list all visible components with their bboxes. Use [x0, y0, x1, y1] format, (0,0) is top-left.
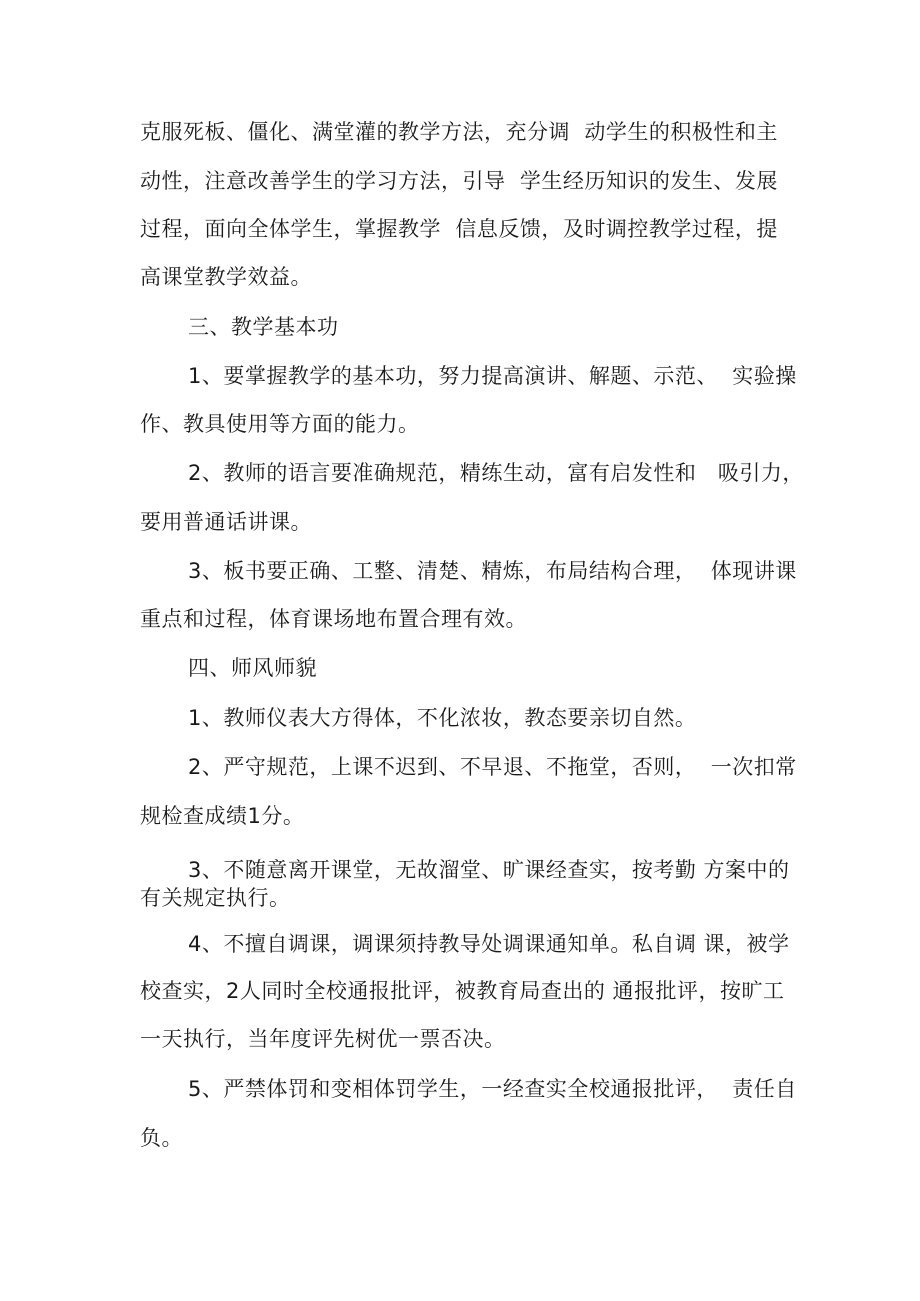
- paragraph-line: 有关规定执行。: [140, 886, 291, 910]
- paragraph-line: 高课堂教学效益。: [140, 265, 312, 289]
- paragraph-line: 1、教师仪表大方得体，不化浓妆，教态要亲切自然。: [188, 706, 697, 730]
- paragraph-line: 3、不随意离开课堂，无故溜堂、旷课经查实，按考勤 方案中的: [188, 858, 790, 882]
- section-heading-teaching-skills: 三、教学基本功: [188, 315, 339, 339]
- paragraph-line: 负。: [140, 1126, 183, 1150]
- paragraph-line: 4、不擅自调课，调课须持教导处调课通知单。私自调 课，被学: [188, 932, 790, 956]
- paragraph-line: 规检查成绩1分。: [140, 804, 305, 828]
- section-heading-teacher-conduct: 四、师风师貌: [188, 656, 317, 680]
- paragraph-line: 重点和过程，体育课场地布置合理有效。: [140, 607, 527, 631]
- paragraph-line: 过程，面向全体学生，掌握教学 信息反馈，及时调控教学过程，提: [140, 217, 778, 241]
- paragraph-line: 校查实，2人同时全校通报批评，被教育局查出的 通报批评，按旷工: [140, 979, 785, 1003]
- paragraph-line: 3、板书要正确、工整、清楚、精炼，布局结构合理， 体现讲课: [188, 559, 797, 583]
- paragraph-line: 1、要掌握教学的基本功，努力提高演讲、解题、示范、 实验操: [188, 364, 797, 388]
- paragraph-line: 要用普通话讲课。: [140, 510, 312, 534]
- paragraph-line: 一天执行，当年度评先树优一票否决。: [140, 1027, 506, 1051]
- paragraph-line: 2、教师的语言要准确规范，精练生动，富有启发性和 吸引力，: [188, 461, 804, 485]
- paragraph-line: 动性，注意改善学生的学习方法，引导 学生经历知识的发生、发展: [140, 169, 778, 193]
- paragraph-line: 2、严守规范，上课不迟到、不早退、不拖堂，否则， 一次扣常: [188, 755, 797, 779]
- paragraph-line: 克服死板、僵化、满堂灌的教学方法，充分调 动学生的积极性和主: [140, 120, 778, 144]
- paragraph-line: 5、严禁体罚和变相体罚学生，一经查实全校通报批评， 责任自: [188, 1077, 797, 1101]
- paragraph-line: 作、教具使用等方面的能力。: [140, 412, 420, 436]
